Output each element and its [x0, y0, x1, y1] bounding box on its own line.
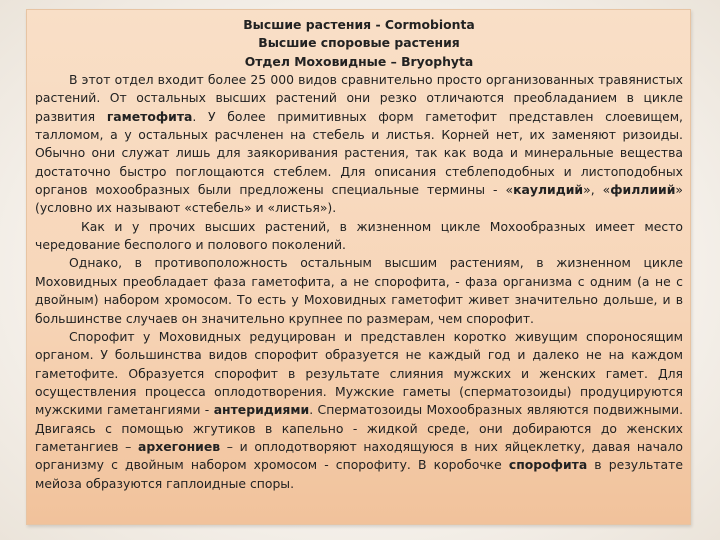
p4-text-e: – и оплодотворяют находящуюся в них яйцеклетку, давая начало организму с двойным набором хромосом - спорофиту. В коробочке: [35, 438, 683, 473]
term-archegonia: архегониев: [138, 438, 221, 454]
title-line-1: Высшие растения - Cormobionta: [243, 17, 475, 32]
paragraph-3: Однако, в противоположность остальным высшим растениям, в жизненном цикле Моховидных преобладает фаза гаметофита, а не спорофита, - фаза организма с одним (а не с двойным) набором хромосом. То есть у Моховидных гаметофит живет значительно дольше, и в большинстве случаев он значительно крупнее по размерам, чем спорофит.: [35, 255, 683, 326]
p1-text-a: В этот отдел входит более 25 000 видов сравнительно просто организованных травянистых растений. От остальных высших растений они резко отличаются преобладанием в цикле развития: [35, 72, 683, 124]
term-gametophyte: гаметофита: [106, 108, 193, 124]
text-panel: [26, 9, 691, 525]
p4-text-a: Спорофит у Моховидных редуцирован и представлен коротко живущим спороносящим органом. У большинства видов спорофит образуется не каждый год и далеко не на каждом гаметофите. Образуется спорофит в результате слияния мужских и женских гамет. Для осуществления процесса оплодотворения. Мужские гаметы (сперматозоиды) продуцируются мужскими гаметангиями -: [35, 328, 683, 418]
paragraph-2: Как и у прочих высших растений, в жизненном цикле Мохообразных имеет место чередование бесполого и полового поколений.: [35, 218, 683, 253]
p4-text-c: . Сперматозоиды Мохообразных являются подвижными. Двигаясь с помощью жгутиков в капельно - жидкой среде, они добираются до женских гаметангиев –: [35, 402, 684, 454]
p4-text-g: в результате мейоза образуются гаплоидные споры.: [35, 457, 683, 491]
title-line-2: Высшие споровые растения: [258, 35, 460, 51]
term-sporophyte: спорофита: [508, 457, 588, 473]
paragraph-4: [35, 328, 683, 493]
term-caulidium: каулидий: [513, 182, 584, 198]
p1-text-c: . У более примитивных форм гаметофит представлен слоевищем, талломом, а у остальных расчленен на стебель и листья. Корней нет, их заменяют ризоиды. Обычно они служат лишь для заякоривания растения, так как вода и минеральные вещества достаточно быстро поглощаются стеблем. Для описания стеблеподобных и листоподобных органов мохообразных были предложены специальные термины - «: [35, 108, 683, 198]
term-antheridia: антеридиями: [213, 402, 310, 418]
p1-text-e: », «: [583, 182, 611, 198]
paragraph-1: [35, 71, 683, 218]
p1-text-g: » (условно их называют «стебель» и «листья»).: [35, 182, 683, 216]
term-phyllidium: филлиий: [610, 182, 676, 198]
title-line-3: Отдел Моховидные – Bryophyta: [244, 53, 474, 69]
